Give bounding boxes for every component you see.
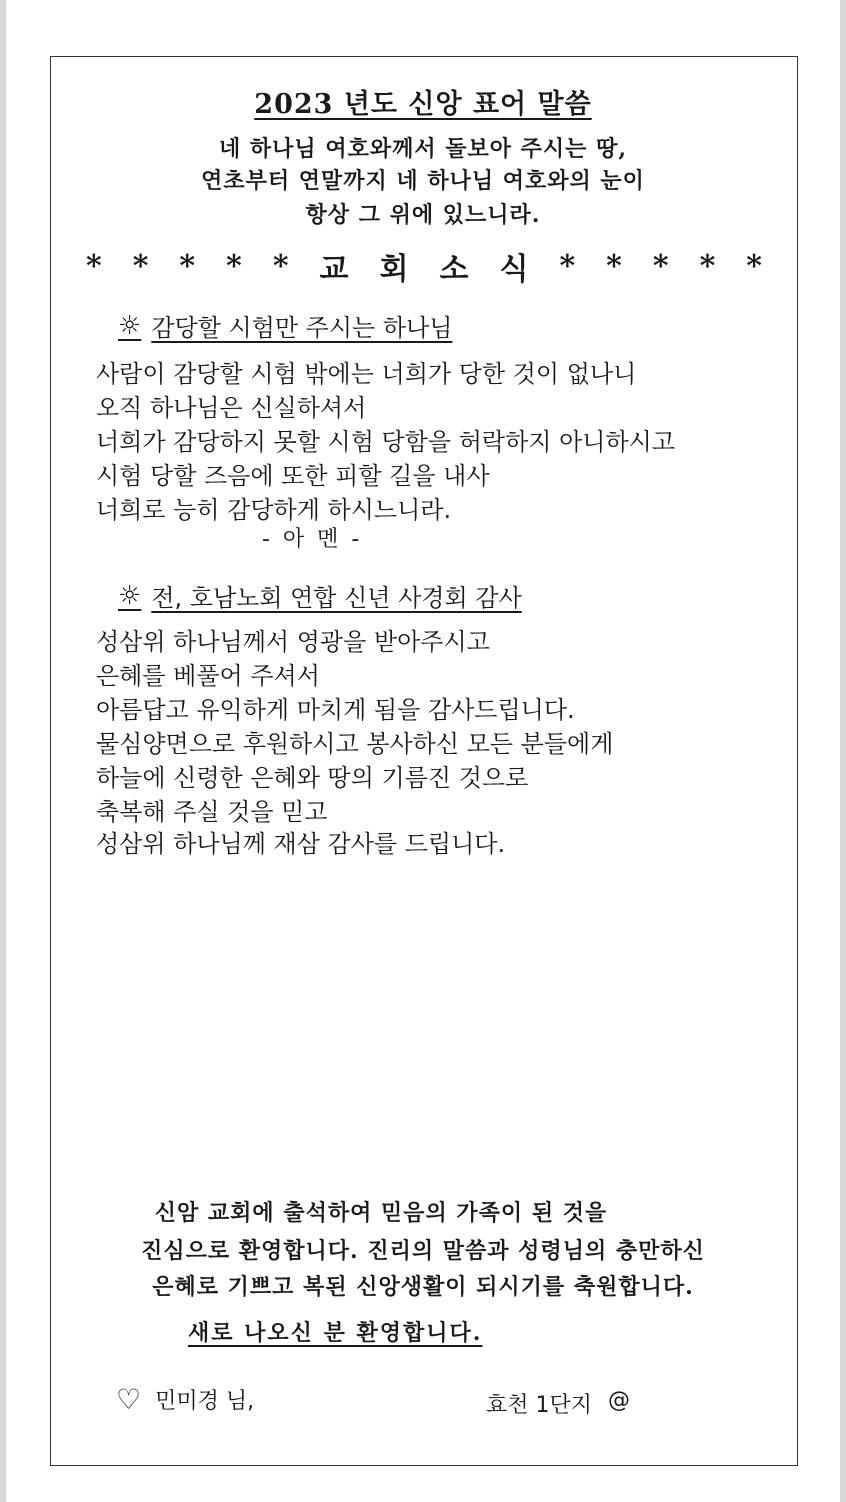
heart-icon: ♡ [116, 1382, 142, 1416]
verse-line: 연초부터 연말까지 네 하나님 여호와의 눈이 [201, 168, 645, 194]
section-title [118, 578, 522, 613]
star: * [226, 248, 242, 284]
body-line: 물심양면으로 후원하시고 봉사하신 모든 분들에게 [96, 730, 614, 758]
body-line: 성삼위 하나님께 재삼 감사를 드립니다. [96, 830, 506, 858]
member-address [486, 1388, 630, 1419]
verse-line: 네 하나님 여호와께서 돌보아 주시는 땅, [219, 136, 627, 162]
sun-icon: ☼ [118, 580, 142, 611]
member-address-text: 효천 1단지 [486, 1393, 592, 1418]
body-line: 하늘에 신령한 은혜와 땅의 기름진 것으로 [96, 764, 529, 792]
star: * [606, 248, 622, 284]
star: * [132, 248, 149, 284]
body-line: 은혜를 베풀어 주셔서 [96, 662, 320, 690]
church-news-header [86, 244, 762, 288]
star: * [746, 248, 762, 284]
body-line: 오직 하나님은 신실하셔서 [96, 394, 367, 422]
body-line: 시험 당할 즈음에 또한 피할 길을 내사 [96, 462, 490, 490]
section-title-text: 전, 호남노회 연합 신년 사경회 감사 [151, 584, 522, 612]
header-char: 교 [319, 252, 349, 287]
body-line: 너희가 감당하지 못할 시험 당함을 허락하지 아니하시고 [96, 428, 676, 456]
new-member-entry [116, 1384, 254, 1415]
sun-icon: ☼ [118, 310, 142, 341]
section-title [118, 308, 452, 343]
welcome-line: 신암 교회에 출석하여 믿음의 가족이 된 것을 [154, 1200, 608, 1226]
body-line: 성삼위 하나님께서 영광을 받아주시고 [96, 628, 490, 656]
star: * [699, 248, 716, 284]
header-char: 회 [379, 252, 409, 287]
welcome-subtitle: 새로 나오신 분 환영합니다. [188, 1320, 483, 1346]
page-title: 2023 년도 신앙 표어 말씀 [254, 89, 592, 120]
body-line: 너희로 능히 감당하게 하시느니라. [96, 496, 452, 524]
verse-line: 항상 그 위에 있느니라. [305, 202, 541, 228]
star: * [559, 248, 576, 284]
body-line: 사람이 감당할 시험 밖에는 너희가 당한 것이 없나니 [96, 360, 637, 388]
member-name: 민미경 님, [155, 1389, 255, 1414]
star: * [86, 248, 102, 284]
welcome-line: 진심으로 환영합니다. 진리의 말씀과 성령님의 충만하신 [141, 1238, 705, 1264]
star: * [652, 248, 669, 284]
welcome-line: 은혜로 기쁘고 복된 신앙생활이 되시기를 축원합니다. [152, 1274, 694, 1300]
star: * [272, 248, 289, 284]
star: * [179, 248, 196, 284]
body-line: 축복해 주실 것을 믿고 [96, 798, 328, 826]
header-char: 식 [499, 252, 529, 287]
header-char: 소 [439, 252, 469, 287]
amen-text: - 아 멘 - [262, 527, 363, 552]
member-address-suffix: @ [608, 1388, 630, 1413]
body-line: 아름답고 유익하게 마치게 됨을 감사드립니다. [96, 696, 575, 724]
section-title-text: 감당할 시험만 주시는 하나님 [151, 314, 453, 342]
